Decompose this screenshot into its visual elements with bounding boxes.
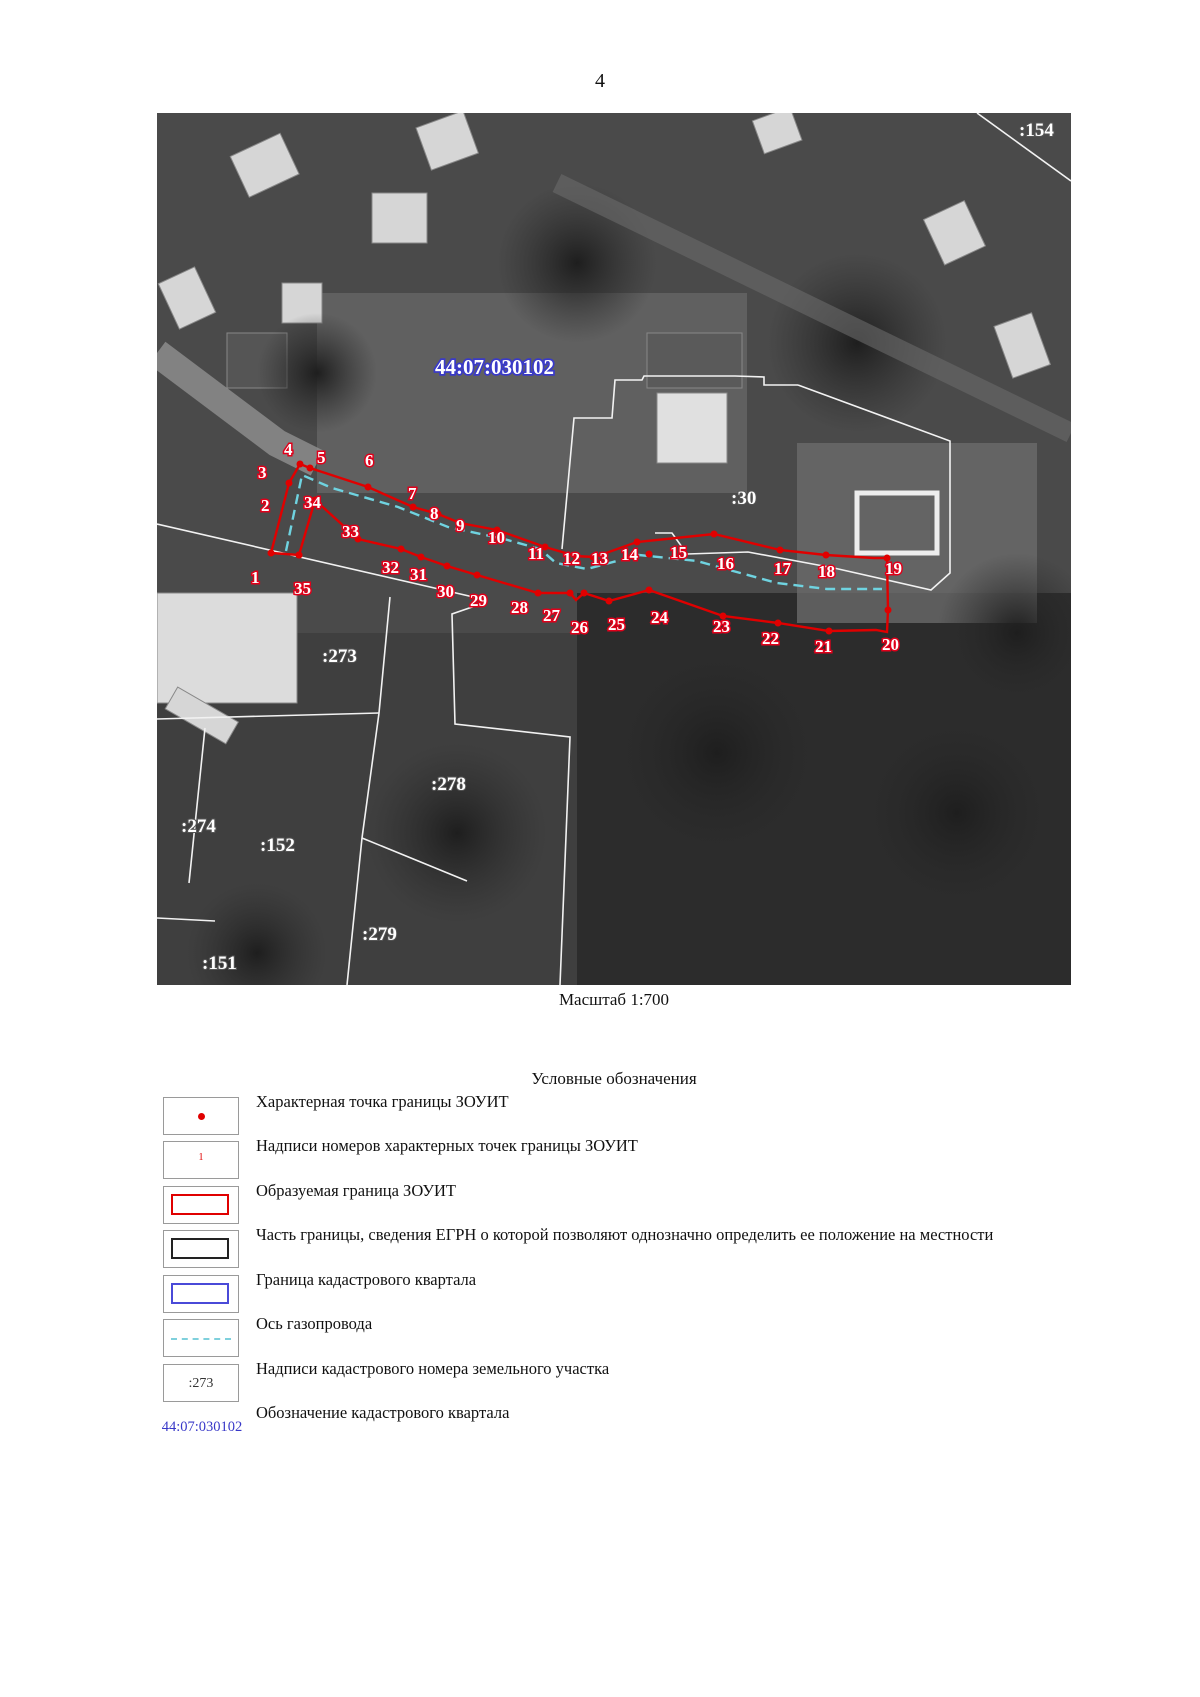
legend-item-text: Обозначение кадастрового квартала xyxy=(256,1403,510,1422)
boundary-point-label: 17 xyxy=(774,559,791,578)
boundary-point-marker xyxy=(646,587,653,594)
boundary-point-label: 4 xyxy=(284,440,293,459)
boundary-point-label: 1 xyxy=(251,568,260,587)
boundary-point-marker xyxy=(777,547,784,554)
boundary-point-label: 16 xyxy=(717,554,734,573)
parcel-label: :278 xyxy=(431,774,466,795)
legend-title: Условные обозначения xyxy=(531,1069,697,1088)
legend-item-text: Часть границы, сведения ЕГРН о которой позволяют однозначно определить ее положение на местности xyxy=(256,1225,994,1244)
boundary-point-marker xyxy=(286,480,293,487)
boundary-point-label: 2 xyxy=(261,496,270,515)
map-scale: Масштаб 1:700 xyxy=(558,990,670,1009)
boundary-point-label: 22 xyxy=(762,629,779,648)
red-dot-icon xyxy=(198,1113,205,1120)
boundary-point-label: 20 xyxy=(882,635,899,654)
boundary-point-marker xyxy=(474,572,481,579)
boundary-point-label: 21 xyxy=(815,637,832,656)
boundary-point-label: 7 xyxy=(408,484,417,503)
boundary-point-label: 13 xyxy=(591,549,608,568)
point-number-icon: 1 xyxy=(198,1152,204,1163)
boundary-point-marker xyxy=(535,590,542,597)
boundary-point-label: 5 xyxy=(317,448,326,467)
legend-item-text: Надписи номеров характерных точек границы ЗОУИТ xyxy=(256,1136,638,1155)
legend-symbol-box xyxy=(163,1319,239,1357)
boundary-point-label: 33 xyxy=(342,522,359,541)
parcel-label: :154 xyxy=(1019,120,1054,141)
boundary-point-label: 19 xyxy=(885,559,902,578)
boundary-point-label: 31 xyxy=(410,565,427,584)
boundary-point-marker xyxy=(711,531,718,538)
boundary-point-marker xyxy=(581,590,588,597)
boundary-point-label: 14 xyxy=(621,545,638,564)
parcel-label: :273 xyxy=(322,646,357,667)
boundary-point-label: 11 xyxy=(528,544,545,563)
boundary-point-marker xyxy=(418,554,425,561)
boundary-point-label: 32 xyxy=(382,558,399,577)
parcel-label: :152 xyxy=(260,835,295,856)
boundary-point-label: 24 xyxy=(651,608,668,627)
legend-symbol-box xyxy=(163,1275,239,1313)
boundary-point-label: 25 xyxy=(608,615,625,634)
legend-symbol-box xyxy=(163,1141,239,1179)
boundary-point-marker xyxy=(775,620,782,627)
boundary-point-label: 15 xyxy=(670,543,687,562)
legend-item-text: Образуемая граница ЗОУИТ xyxy=(256,1181,456,1200)
boundary-point-label: 9 xyxy=(456,516,465,535)
boundary-point-marker xyxy=(268,550,275,557)
boundary-point-marker xyxy=(885,607,892,614)
parcel-label: :274 xyxy=(181,816,216,837)
boundary-point-label: 27 xyxy=(543,606,560,625)
legend-item-text: Граница кадастрового квартала xyxy=(256,1270,477,1289)
page-number: 4 xyxy=(595,70,605,92)
boundary-point-marker xyxy=(606,598,613,605)
boundary-point-label: 8 xyxy=(430,504,439,523)
legend-symbol-box xyxy=(161,1408,243,1446)
boundary-point-label: 10 xyxy=(488,528,505,547)
cadastral-map xyxy=(157,113,1071,985)
boundary-point-marker xyxy=(646,551,653,558)
quarter-label: 44:07:030102 xyxy=(435,355,554,379)
legend-symbol-box xyxy=(163,1097,239,1135)
parcel-label: :151 xyxy=(202,953,237,974)
blue-rectangle-icon xyxy=(171,1283,229,1304)
quarter-label-icon: 44:07:030102 xyxy=(158,1419,246,1436)
boundary-point-label: 29 xyxy=(470,591,487,610)
boundary-point-marker xyxy=(410,504,417,511)
boundary-point-label: 26 xyxy=(571,618,588,637)
cyan-dashed-line-icon xyxy=(171,1338,231,1340)
boundary-point-marker xyxy=(297,461,304,468)
parcel-label-icon: :273 xyxy=(188,1376,214,1391)
boundary-point-label: 28 xyxy=(511,598,528,617)
boundary-point-marker xyxy=(398,546,405,553)
boundary-point-marker xyxy=(826,628,833,635)
legend-symbol-box xyxy=(163,1186,239,1224)
legend-item-text: Ось газопровода xyxy=(256,1314,373,1333)
boundary-point-label: 30 xyxy=(437,582,454,601)
legend-item-text: Надписи кадастрового номера земельного участка xyxy=(256,1359,610,1378)
boundary-point-label: 34 xyxy=(304,493,321,512)
legend-symbol-box xyxy=(163,1364,239,1402)
boundary-point-label: 35 xyxy=(294,579,311,598)
legend-symbol-box xyxy=(163,1230,239,1268)
boundary-point-marker xyxy=(823,552,830,559)
legend-item-text: Характерная точка границы ЗОУИТ xyxy=(256,1092,509,1111)
boundary-point-label: 18 xyxy=(818,562,835,581)
boundary-point-marker xyxy=(296,552,303,559)
parcel-label: :30 xyxy=(731,488,757,509)
boundary-point-marker xyxy=(444,563,451,570)
boundary-point-label: 6 xyxy=(365,451,374,470)
boundary-point-marker xyxy=(567,590,574,597)
boundary-point-marker xyxy=(307,465,314,472)
boundary-point-marker xyxy=(365,484,372,491)
black-rectangle-icon xyxy=(171,1238,229,1259)
boundary-point-label: 12 xyxy=(563,549,580,568)
red-rectangle-icon xyxy=(171,1194,229,1215)
map-canvas xyxy=(157,113,1071,985)
parcel-label: :279 xyxy=(362,924,397,945)
boundary-point-label: 23 xyxy=(713,617,730,636)
boundary-point-label: 3 xyxy=(258,463,267,482)
